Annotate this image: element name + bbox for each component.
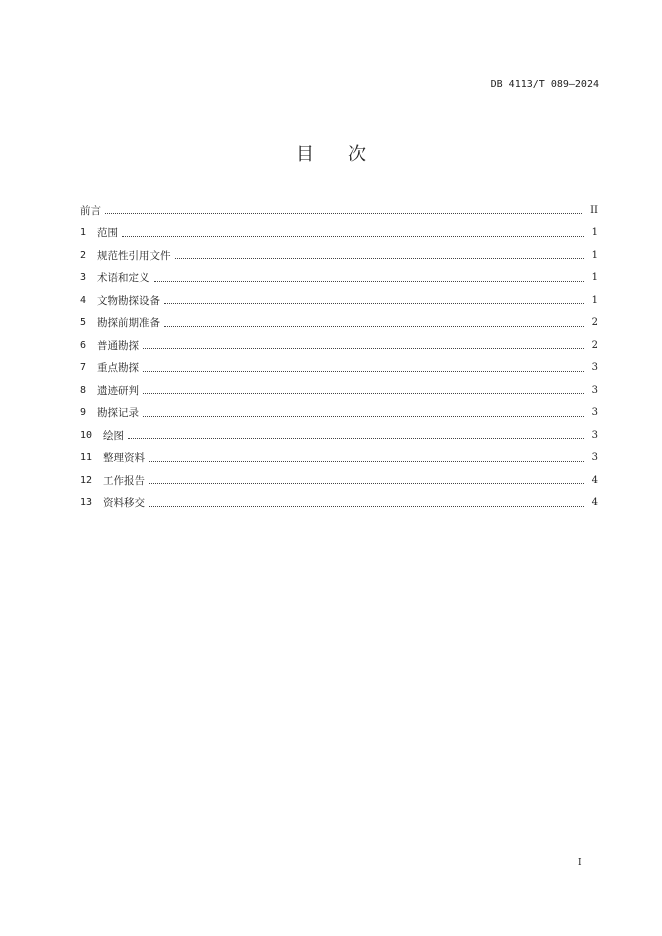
toc-entry-number: 5 xyxy=(80,317,87,329)
toc-entry-label: 遗迹研判 xyxy=(97,384,139,397)
toc-entry-number: 10 xyxy=(80,429,93,441)
toc-leader-dots xyxy=(105,204,582,216)
toc-entry-4[interactable] xyxy=(80,289,598,312)
toc-entry-number: 7 xyxy=(80,362,87,374)
toc-entry-page: 2 xyxy=(591,339,598,351)
toc-entry-number: 11 xyxy=(80,452,93,464)
toc-entry-label: 范围 xyxy=(97,227,118,240)
toc-entry-number: 1 xyxy=(80,227,87,239)
table-of-contents xyxy=(80,199,598,514)
toc-title xyxy=(0,140,662,166)
toc-entry-page: 4 xyxy=(591,474,598,486)
toc-entry-number: 8 xyxy=(80,384,87,396)
toc-leader-dots xyxy=(164,294,584,306)
toc-entry-page: 1 xyxy=(591,272,598,284)
toc-entry-page: 3 xyxy=(591,429,598,441)
toc-entry-9[interactable] xyxy=(80,402,598,425)
toc-leader-dots xyxy=(143,339,584,351)
toc-entry-10[interactable] xyxy=(80,424,598,447)
toc-leader-dots xyxy=(143,384,584,396)
toc-leader-dots xyxy=(164,317,584,329)
toc-entry-number: 3 xyxy=(80,272,87,284)
toc-leader-dots xyxy=(122,227,584,239)
toc-entry-foreword[interactable] xyxy=(80,199,598,222)
toc-entry-label: 资料移交 xyxy=(103,497,145,510)
toc-entry-label: 文物勘探设备 xyxy=(97,294,160,307)
toc-leader-dots xyxy=(143,362,584,374)
toc-entry-label: 术语和定义 xyxy=(97,272,150,285)
toc-entry-number: 2 xyxy=(80,249,87,261)
toc-entry-label: 勘探记录 xyxy=(97,407,139,420)
toc-entry-page: 1 xyxy=(591,294,598,306)
toc-entry-page: 1 xyxy=(591,227,598,239)
toc-entry-label: 前言 xyxy=(80,204,101,217)
toc-entry-1[interactable] xyxy=(80,222,598,245)
toc-entry-label: 勘探前期准备 xyxy=(97,317,160,330)
document-code: DB 4113/T 089—2024 xyxy=(490,79,599,90)
toc-entry-13[interactable] xyxy=(80,492,598,515)
toc-entry-label: 绘图 xyxy=(103,429,124,442)
toc-entry-7[interactable] xyxy=(80,357,598,380)
toc-entry-label: 整理资料 xyxy=(103,452,145,465)
toc-entry-label: 普通勘探 xyxy=(97,339,139,352)
page-number: I xyxy=(578,858,582,868)
toc-entry-page: 4 xyxy=(591,497,598,509)
toc-entry-label: 工作报告 xyxy=(103,474,145,487)
toc-entry-number: 6 xyxy=(80,339,87,351)
toc-entry-5[interactable] xyxy=(80,312,598,335)
toc-entry-3[interactable] xyxy=(80,267,598,290)
toc-leader-dots xyxy=(149,497,584,509)
toc-leader-dots xyxy=(154,272,584,284)
toc-leader-dots xyxy=(128,429,584,441)
toc-entry-page: 3 xyxy=(591,407,598,419)
toc-title-char: 目 xyxy=(296,144,314,165)
toc-entry-page: 3 xyxy=(591,452,598,464)
toc-entry-number: 9 xyxy=(80,407,87,419)
toc-entry-6[interactable] xyxy=(80,334,598,357)
toc-entry-page: II xyxy=(590,204,598,216)
toc-entry-page: 2 xyxy=(591,317,598,329)
toc-leader-dots xyxy=(175,249,584,261)
toc-leader-dots xyxy=(149,452,584,464)
toc-entry-2[interactable] xyxy=(80,244,598,267)
toc-entry-12[interactable] xyxy=(80,469,598,492)
toc-title-char: 次 xyxy=(348,144,366,165)
toc-entry-page: 3 xyxy=(591,384,598,396)
toc-entry-number: 12 xyxy=(80,474,93,486)
toc-entry-11[interactable] xyxy=(80,447,598,470)
toc-entry-8[interactable] xyxy=(80,379,598,402)
toc-entry-label: 规范性引用文件 xyxy=(97,249,171,262)
toc-entry-page: 1 xyxy=(591,249,598,261)
toc-entry-label: 重点勘探 xyxy=(97,362,139,375)
toc-leader-dots xyxy=(143,407,584,419)
toc-leader-dots xyxy=(149,474,584,486)
toc-entry-page: 3 xyxy=(591,362,598,374)
toc-entry-number: 4 xyxy=(80,294,87,306)
toc-entry-number: 13 xyxy=(80,497,93,509)
